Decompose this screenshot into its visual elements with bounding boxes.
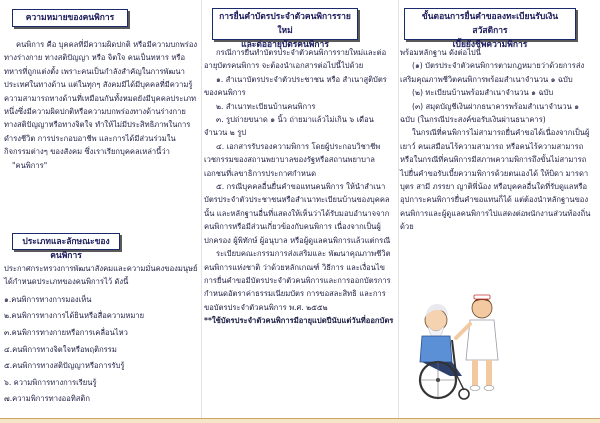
column-left	[4, 0, 200, 423]
doc-item: ๕. กรณีบุคคลอื่นยื่นคำขอแทนคนพิการ ให้นำสำเนาบัตรประจำตัวประชาชนหรือสำเนาทะเบียนบ้านของบุคคลนั้น และหลักฐานอื่นที่แสดงให้เห็นว่าได้รับมอบอำนาจจากคนพิการหรือมีส่วนเกี่ยวข้องกับคนพิการ เนื่องจากเป็นผู้ปกครอง ผู้พิทักษ์ ผู้อนุบาล หรือผู้ดูแลคนพิการแล้วแต่กรณี	[204, 182, 391, 245]
list-item: ๓.คนพิการทางกายหรือการเคลื่อนไหว	[4, 328, 128, 337]
list-item: ๔.คนพิการทางจิตใจหรือพฤติกรรม	[4, 344, 117, 354]
fold-line	[201, 0, 202, 423]
representative-paragraph: ในกรณีที่คนพิการไม่สามารถยื่นคำขอได้เนื่องจากเป็นผู้เยาว์ คนเสมือนไร้ความสามารถ หรือคนไร้ความสามารถ หรือในกรณีที่คนพิการมีสภาพความพิการถึงขั้นไม่สามารถไปยื่นคำขอรับเบี้ยความพิการด้วยตนเองได้ ให้บิดา มารดา บุตร สามี ภรรยา ญาติพี่น้อง หรือบุคคลอื่นใดที่รับดูแลหรืออุปการะคนพิการยื่นคำขอแทนก็ได้ แต่ต้องนำหลักฐานของคนพิการและผู้ดูแลคนพิการไปแสดงต่อพนักงานส่วนท้องถิ่นด้วย	[400, 128, 591, 232]
heading-definition: ความหมายของคนพิการ	[12, 9, 128, 27]
heading-line: ขั้นตอนการยื่นคำขอลงทะเบียนรับเงินสวัสดิการ	[421, 12, 559, 36]
doc-item: ๔. เอกสารรับรองความพิการ โดยผู้ประกอบวิชาชีพเวชกรรมของสถานพยาบาลของรัฐหรือสถานพยาบาลเอกชนที่เลขาธิการประกาศกำหนด	[204, 141, 381, 178]
heading-allowance-registration	[404, 8, 576, 50]
doc-item: (๒) ทะเบียนบ้านพร้อมสำเนาจำนวน ๑ ฉบับ	[412, 88, 554, 98]
card-application-text	[204, 46, 394, 328]
list-item: ๑.คนพิการทางการมองเห็น	[4, 294, 92, 304]
heading-card-application	[212, 8, 358, 50]
list-item: ๕.คนพิการทางสติปัญญาหรือการรับรู้	[4, 361, 125, 371]
fold-line	[398, 0, 399, 423]
validity-footnote: **ใช้บัตรประจำตัวคนพิการมีอายุแปดปีนับแต่วันที่ออกบัตร	[204, 316, 394, 326]
definition-text	[4, 38, 198, 172]
heading-line: และต่ออายุบัตรคนพิการ	[241, 40, 329, 50]
allowance-text	[400, 46, 594, 234]
list-item: ๒.คนพิการทางการได้ยินหรือสื่อความหมาย	[4, 311, 145, 321]
allowance-intro: พร้อมหลักฐาน ดังต่อไปนี้	[400, 48, 481, 57]
column-middle	[204, 0, 396, 423]
doc-item: ๓. รูปถ่ายขนาด ๑ นิ้ว ถ่ายมาแล้วไม่เกิน ๖ เดือน จำนวน ๒ รูป	[204, 115, 374, 138]
decorative-border	[0, 415, 600, 423]
doc-item: ๑. สำเนาบัตรประจำตัวประชาชน หรือ สำเนาสูติบัตรของคนพิการ	[204, 74, 387, 98]
heading-line: การยื่นคำบัตรประจำตัวคนพิการรายใหม่	[219, 12, 351, 36]
column-right	[400, 0, 596, 423]
types-section	[4, 262, 198, 408]
card-intro: กรณีการยื่นทำบัตรประจำตัวคนพิการรายใหม่และต่ออายุบัตรคนพิการ จะต้องนำเอกสารต่อไปนี้ไปด้วย	[204, 48, 387, 71]
types-list	[4, 292, 198, 408]
regulation-note: ระเบียบคณะกรรมการส่งเสริมและ พัฒนาคุณภาพชีวิตคนพิการแห่งชาติ ว่าด้วยหลักเกณฑ์ วิธีการ และเงื่อนไขการยื่นคำขอมีบัตรประจำตัวคนพิการและการออกบัตรการกำหนดอัตราค่าธรรมเนียมบัตร การขอสละสิทธิ และการขอบัตรประจำตัวคนพิการ พ.ศ. ๒๕๕๒	[204, 249, 391, 312]
list-item: ๗.ความพิการทางออทิสติก	[4, 394, 90, 404]
doc-item: ๒. สำเนาทะเบียนบ้านคนพิการ	[216, 101, 316, 111]
definition-term: "คนพิการ"	[12, 160, 48, 170]
heading-line: เบี้ยยังชีพความพิการ	[452, 40, 528, 50]
heading-disability-types: ประเภทและลักษณะของคนพิการ	[12, 233, 120, 250]
list-item: ๖. ความพิการทางการเรียนรู้	[4, 377, 97, 387]
doc-item: (๓) สมุดบัญชีเงินฝากธนาคารพร้อมสำเนาจำนวน ๑ ฉบับ (ในกรณีประสงค์ขอรับเงินผ่านธนาคาร)	[400, 101, 580, 125]
wheelchair-caregiver-icon	[408, 290, 504, 408]
definition-paragraph: คนพิการ คือ บุคคลที่มีความผิดปกติ หรือมีความบกพร่องทางร่างกาย ทางสติปัญญา หรือ จิตใจ คนเป็นทหาร หรือทหารที่ถูกแต่งตั้ง เพราะคนเป็นกำลังสำคัญในการพัฒนาประเทศในทางด้าน แต่ในทุกๆ สังคมมีได้มีบุคคลที่มีความรู้ ความสามารถทางด้านที่เหมือนกันทั้งหมดยังมีบุคคลประเภทหนึ่งซึ่งมีความผิดปกติหรือความบกพร่องทางด้านร่างกาย ทางสติปัญญาหรือทางจิตใจ ทำให้ไม่มีประสิทธิภาพในการดำรงชีวิต การประกอบอาชีพ และการได้มีส่วนร่วมในกิจกรรมต่างๆ ของสังคม ซึ่งเราเรียกบุคคลเหล่านี้ว่า	[4, 40, 198, 157]
types-intro: ประกาศกระทรวงการพัฒนาสังคมและความมั่นคงของมนุษย์ ได้กำหนดประเภทของคนพิการไว้ ดังนี้	[4, 264, 198, 287]
doc-item: (๑) บัตรประจำตัวคนพิการตามกฎหมายว่าด้วยการส่งเสริมคุณภาพชีวิตคนพิการพร้อมสำเนาจำนวน ๑ ฉบับ	[400, 61, 585, 84]
